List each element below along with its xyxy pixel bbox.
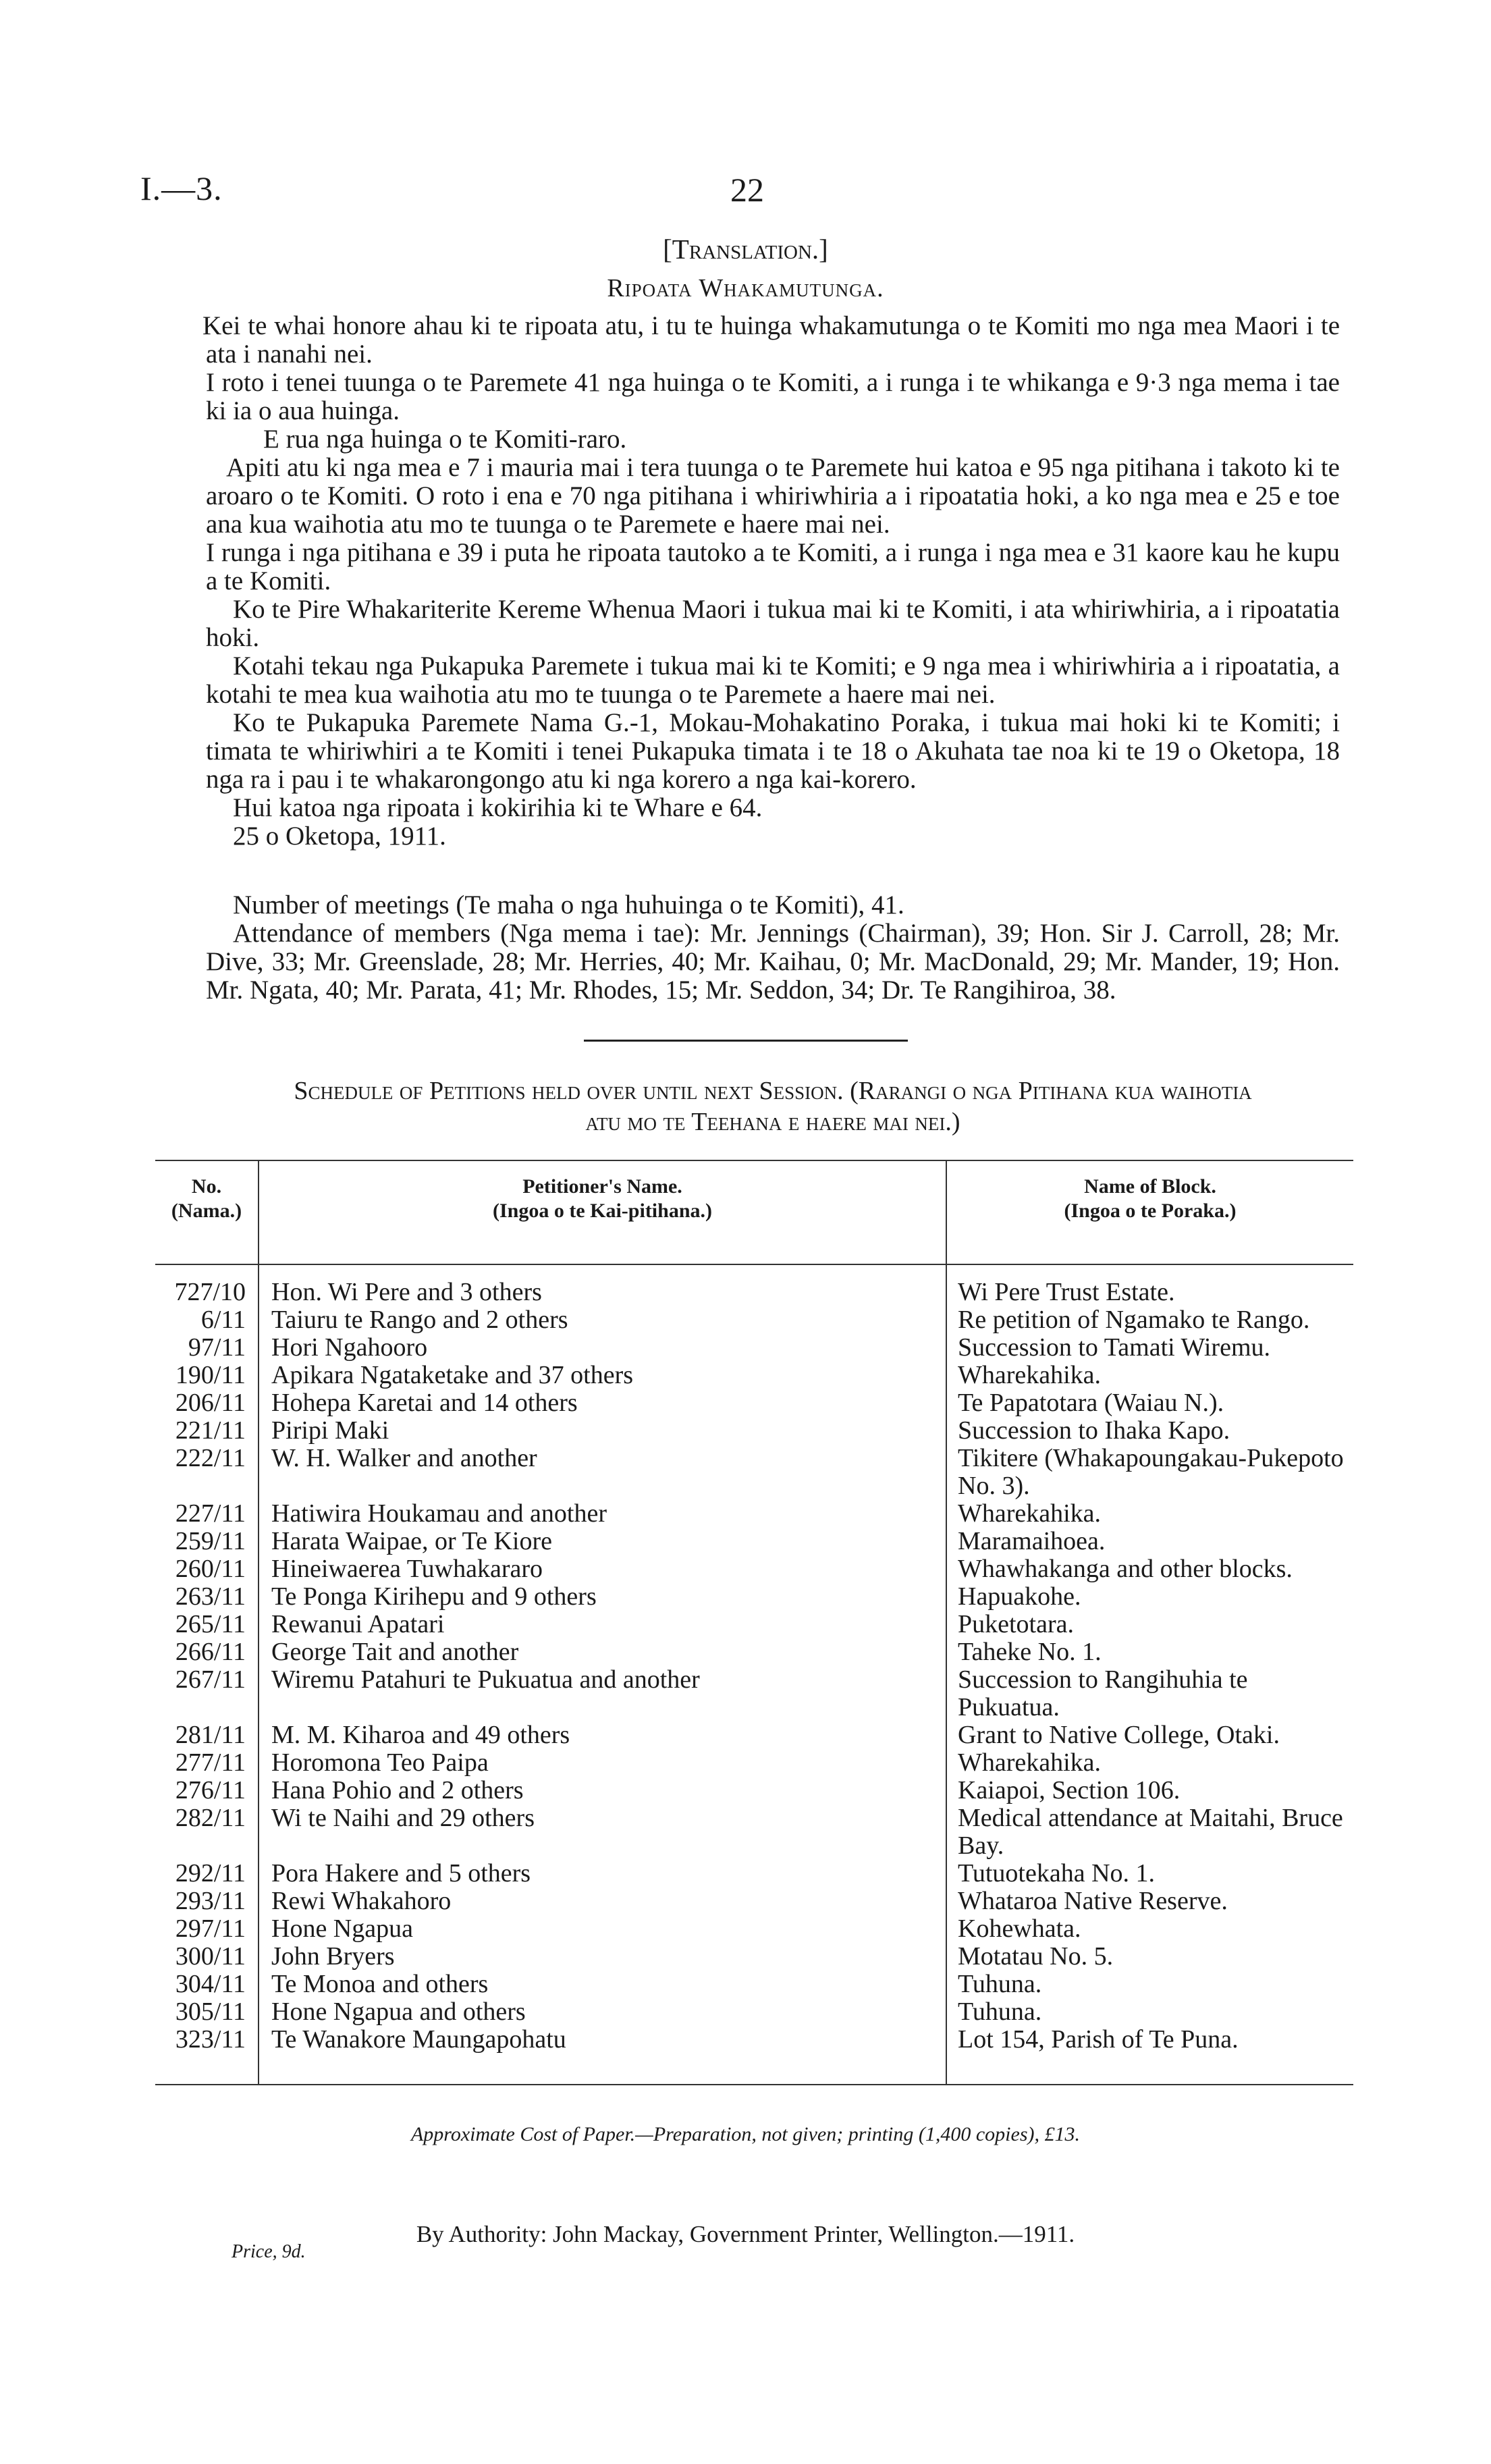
table-row bbox=[155, 1417, 1353, 1445]
table-row bbox=[155, 1721, 1353, 1749]
petition-number: 190/11 bbox=[155, 1362, 259, 1389]
table-row bbox=[155, 1860, 1353, 1887]
petitions-table bbox=[155, 1160, 1353, 2085]
block-name: Succession to Rangihuhia te Pukuatua. bbox=[958, 1665, 1248, 1721]
petitioner-name: Hon. Wi Pere and 3 others bbox=[259, 1264, 946, 1306]
table-row bbox=[155, 1666, 1353, 1721]
petitioner-name: George Tait and another bbox=[259, 1638, 946, 1666]
petition-number: 221/11 bbox=[155, 1417, 259, 1445]
petitioner-name: Hineiwaerea Tuwhakararo bbox=[259, 1555, 946, 1583]
section-divider bbox=[584, 1040, 908, 1042]
petition-number: 297/11 bbox=[155, 1915, 259, 1943]
table-row bbox=[155, 1528, 1353, 1555]
petitioner-name: Wiremu Patahuri te Pukuatua and another bbox=[259, 1666, 946, 1721]
block-name: Tikitere (Whakapoungakau-Pukepoto No. 3). bbox=[958, 1444, 1344, 1500]
block-name: Taheke No. 1. bbox=[958, 1638, 1102, 1666]
block-name: Maramaihoea. bbox=[958, 1527, 1106, 1555]
report-paragraph: Kotahi tekau nga Pukapuka Paremete i tukua mai ki te Komiti; e 9 nga mea i whiriwhiria a i ripoatatia, a kotahi te mea kua waihotia atu mo te tuunga o te Paremete a haere mai nei. bbox=[206, 651, 1340, 709]
block-name: Tuhuna. bbox=[958, 1970, 1042, 1998]
petition-number: 222/11 bbox=[155, 1445, 259, 1500]
attendance-block bbox=[206, 891, 1340, 1005]
table-row bbox=[155, 1611, 1353, 1638]
schedule-heading-line1: Schedule of Petitions held over until next Session. (Rarangi o nga Pitihana kua waihotia bbox=[294, 1077, 1252, 1105]
block-name: Tutuotekaha No. 1. bbox=[958, 1859, 1156, 1887]
table-row bbox=[155, 1500, 1353, 1528]
petitioner-name: Taiuru te Rango and 2 others bbox=[259, 1306, 946, 1334]
petitioner-name: Rewi Whakahoro bbox=[259, 1887, 946, 1915]
block-name: Puketotara. bbox=[958, 1610, 1075, 1638]
column-header-no: No. (Nama.) bbox=[155, 1160, 259, 1264]
block-name: Wi Pere Trust Estate. bbox=[958, 1278, 1175, 1306]
printing-cost-note: Approximate Cost of Paper.—Preparation, not given; printing (1,400 copies), £13. bbox=[410, 2123, 1080, 2145]
translation-heading: [Translation.] bbox=[663, 234, 828, 265]
block-name: Wharekahika. bbox=[958, 1361, 1102, 1389]
petition-number: 6/11 bbox=[155, 1306, 259, 1334]
meetings-count: Number of meetings (Te maha o nga huhuinga o te Komiti), 41. bbox=[233, 890, 904, 919]
table-row bbox=[155, 1445, 1353, 1500]
document-reference: I.—3. bbox=[140, 169, 223, 207]
petitioner-name: Rewanui Apatari bbox=[259, 1611, 946, 1638]
petition-number: 267/11 bbox=[155, 1666, 259, 1721]
block-name: Grant to Native College, Otaki. bbox=[958, 1721, 1280, 1749]
petition-number: 266/11 bbox=[155, 1638, 259, 1666]
petition-number: 260/11 bbox=[155, 1555, 259, 1583]
block-name: Motatau No. 5. bbox=[958, 1942, 1114, 1971]
table-row bbox=[155, 1583, 1353, 1611]
table-row bbox=[155, 1915, 1353, 1943]
column-header-petitioner: Petitioner's Name. (Ingoa o te Kai-pitihana.) bbox=[259, 1160, 946, 1264]
table-row bbox=[155, 1334, 1353, 1362]
petition-number: 323/11 bbox=[155, 2026, 259, 2085]
petition-number: 206/11 bbox=[155, 1389, 259, 1417]
member-attendance: Attendance of members (Nga mema i tae): Mr. Jennings (Chairman), 39; Hon. Sir J. Carroll, 28; Mr. Dive, 33; Mr. Greenslade, 28; Mr. Herries, 40; Mr. Kaihau, 0; Mr. MacDonald, 29; Mr. Mander, 19; Hon. Mr. Ngata, 40; Mr. Parata, 41; Mr. Rhodes, 15; Mr. Seddon, 34; Dr. Te Rangihiroa, 38. bbox=[206, 919, 1340, 1005]
table-row bbox=[155, 1306, 1353, 1334]
petition-number: 304/11 bbox=[155, 1971, 259, 1998]
petitioner-name: Hatiwira Houkamau and another bbox=[259, 1500, 946, 1528]
block-name: Succession to Tamati Wiremu. bbox=[958, 1333, 1270, 1362]
report-title: Ripoata Whakamutunga. bbox=[607, 274, 884, 302]
block-name: Re petition of Ngamako te Rango. bbox=[958, 1306, 1310, 1334]
report-paragraph: Ko te Pire Whakariterite Kereme Whenua Maori i tukua mai ki te Komiti, i ata whiriwhiria, a i ripoatatia hoki. bbox=[206, 595, 1340, 652]
petition-number: 292/11 bbox=[155, 1860, 259, 1887]
page-number: 22 bbox=[730, 171, 764, 209]
block-name: Kaiapoi, Section 106. bbox=[958, 1776, 1181, 1804]
petitioner-name: Te Ponga Kirihepu and 9 others bbox=[259, 1583, 946, 1611]
report-paragraph: Kei te whai honore ahau ki te ripoata atu, i tu te huinga whakamutunga o te Komiti mo nga mea Maori i te ata i nanahi nei. bbox=[202, 311, 1340, 369]
table-row bbox=[155, 1555, 1353, 1583]
petitioner-name: M. M. Kiharoa and 49 others bbox=[259, 1721, 946, 1749]
block-name: Whataroa Native Reserve. bbox=[958, 1887, 1228, 1915]
report-paragraph: I runga i nga pitihana e 39 i puta he ripoata tautoko a te Komiti, a i runga i nga mea e 31 kaore kau he kupu a te Komiti. bbox=[206, 538, 1340, 595]
petitioner-name: Te Wanakore Maungapohatu bbox=[259, 2026, 946, 2085]
petition-number: 300/11 bbox=[155, 1943, 259, 1971]
report-paragraph: I roto i tenei tuunga o te Paremete 41 nga huinga o te Komiti, a i runga i te whikanga e 9·3 nga mema i tae ki ia o aua huinga. bbox=[206, 368, 1340, 425]
table-header-row bbox=[155, 1160, 1353, 1264]
schedule-heading-line2: atu mo te Teehana e haere mai nei.) bbox=[585, 1108, 960, 1136]
petitioner-name: Te Monoa and others bbox=[259, 1971, 946, 1998]
petitioner-name: W. H. Walker and another bbox=[259, 1445, 946, 1500]
table-row bbox=[155, 1777, 1353, 1804]
block-name: Hapuakohe. bbox=[958, 1582, 1081, 1611]
table-row bbox=[155, 1638, 1353, 1666]
petition-number: 727/10 bbox=[155, 1264, 259, 1306]
block-name: Tuhuna. bbox=[958, 1998, 1042, 2026]
report-paragraph: E rua nga huinga o te Komiti-raro. bbox=[263, 425, 627, 454]
petitioner-name: Pora Hakere and 5 others bbox=[259, 1860, 946, 1887]
petitioner-name: Harata Waipae, or Te Kiore bbox=[259, 1528, 946, 1555]
table-row bbox=[155, 1804, 1353, 1860]
table-row bbox=[155, 1943, 1353, 1971]
block-name: Wharekahika. bbox=[958, 1499, 1102, 1528]
petition-number: 281/11 bbox=[155, 1721, 259, 1749]
petition-number: 282/11 bbox=[155, 1804, 259, 1860]
petition-number: 293/11 bbox=[155, 1887, 259, 1915]
petition-number: 276/11 bbox=[155, 1777, 259, 1804]
petitioner-name: Wi te Naihi and 29 others bbox=[259, 1804, 946, 1860]
table-row bbox=[155, 1998, 1353, 2026]
block-name: Lot 154, Parish of Te Puna. bbox=[958, 2025, 1239, 2054]
petitioner-name: Hohepa Karetai and 14 others bbox=[259, 1389, 946, 1417]
report-paragraph: Ko te Pukapuka Paremete Nama G.-1, Mokau-Mohakatino Poraka, i tukua mai hoki ki te Komiti; i timata te whiriwhiri a te Komiti i tenei Pukapuka timata i te 18 o Akuhata tae noa ki te 19 o Oketopa, 18 nga ra i pau i te whakarongongo atu ki nga korero a nga kai-korero. bbox=[206, 708, 1340, 794]
petition-number: 259/11 bbox=[155, 1528, 259, 1555]
table-row bbox=[155, 1264, 1353, 1306]
table-row bbox=[155, 2026, 1353, 2085]
block-name: Kohewhata. bbox=[958, 1914, 1081, 1943]
table-row bbox=[155, 1389, 1353, 1417]
table-body bbox=[155, 1264, 1353, 2085]
petitioner-name: Horomona Teo Paipa bbox=[259, 1749, 946, 1777]
petitioner-name: Hori Ngahooro bbox=[259, 1334, 946, 1362]
petitioner-name: Hone Ngapua bbox=[259, 1915, 946, 1943]
block-name: Te Papatotara (Waiau N.). bbox=[958, 1389, 1224, 1417]
petitioner-name: John Bryers bbox=[259, 1943, 946, 1971]
printer-authority: By Authority: John Mackay, Government Printer, Wellington.—1911. bbox=[416, 2221, 1075, 2247]
column-header-block: Name of Block. (Ingoa o te Poraka.) bbox=[946, 1160, 1353, 1264]
block-name: Wharekahika. bbox=[958, 1748, 1102, 1777]
petition-number: 97/11 bbox=[155, 1334, 259, 1362]
table-row bbox=[155, 1971, 1353, 1998]
report-paragraph: Apiti atu ki nga mea e 7 i mauria mai i tera tuunga o te Paremete hui katoa e 95 nga pitihana i takoto ki te aroaro o te Komiti. O roto i ena e 70 nga pitihana i whiriwhiria a i ripoatatia hoki, a ko nga mea e 25 e toe ana kua waihotia atu mo te tuunga o te Paremete e haere mai nei. bbox=[206, 453, 1340, 539]
petitioner-name: Hana Pohio and 2 others bbox=[259, 1777, 946, 1804]
block-name: Succession to Ihaka Kapo. bbox=[958, 1416, 1230, 1445]
price-note: Price, 9d. bbox=[232, 2241, 306, 2262]
table-row bbox=[155, 1887, 1353, 1915]
report-date: 25 o Oketopa, 1911. bbox=[233, 822, 446, 851]
petition-number: 263/11 bbox=[155, 1583, 259, 1611]
table-row bbox=[155, 1362, 1353, 1389]
petition-number: 227/11 bbox=[155, 1500, 259, 1528]
petition-number: 265/11 bbox=[155, 1611, 259, 1638]
report-body bbox=[202, 311, 1340, 851]
report-paragraph: Hui katoa nga ripoata i kokirihia ki te Whare e 64. bbox=[233, 793, 763, 822]
table-row bbox=[155, 1749, 1353, 1777]
block-name: Medical attendance at Maitahi, Bruce Bay. bbox=[958, 1804, 1343, 1860]
petitioner-name: Piripi Maki bbox=[259, 1417, 946, 1445]
schedule-heading bbox=[206, 1075, 1340, 1137]
block-name: Whawhakanga and other blocks. bbox=[958, 1555, 1293, 1583]
petition-number: 277/11 bbox=[155, 1749, 259, 1777]
petitioner-name: Apikara Ngataketake and 37 others bbox=[259, 1362, 946, 1389]
petition-number: 305/11 bbox=[155, 1998, 259, 2026]
petitioner-name: Hone Ngapua and others bbox=[259, 1998, 946, 2026]
